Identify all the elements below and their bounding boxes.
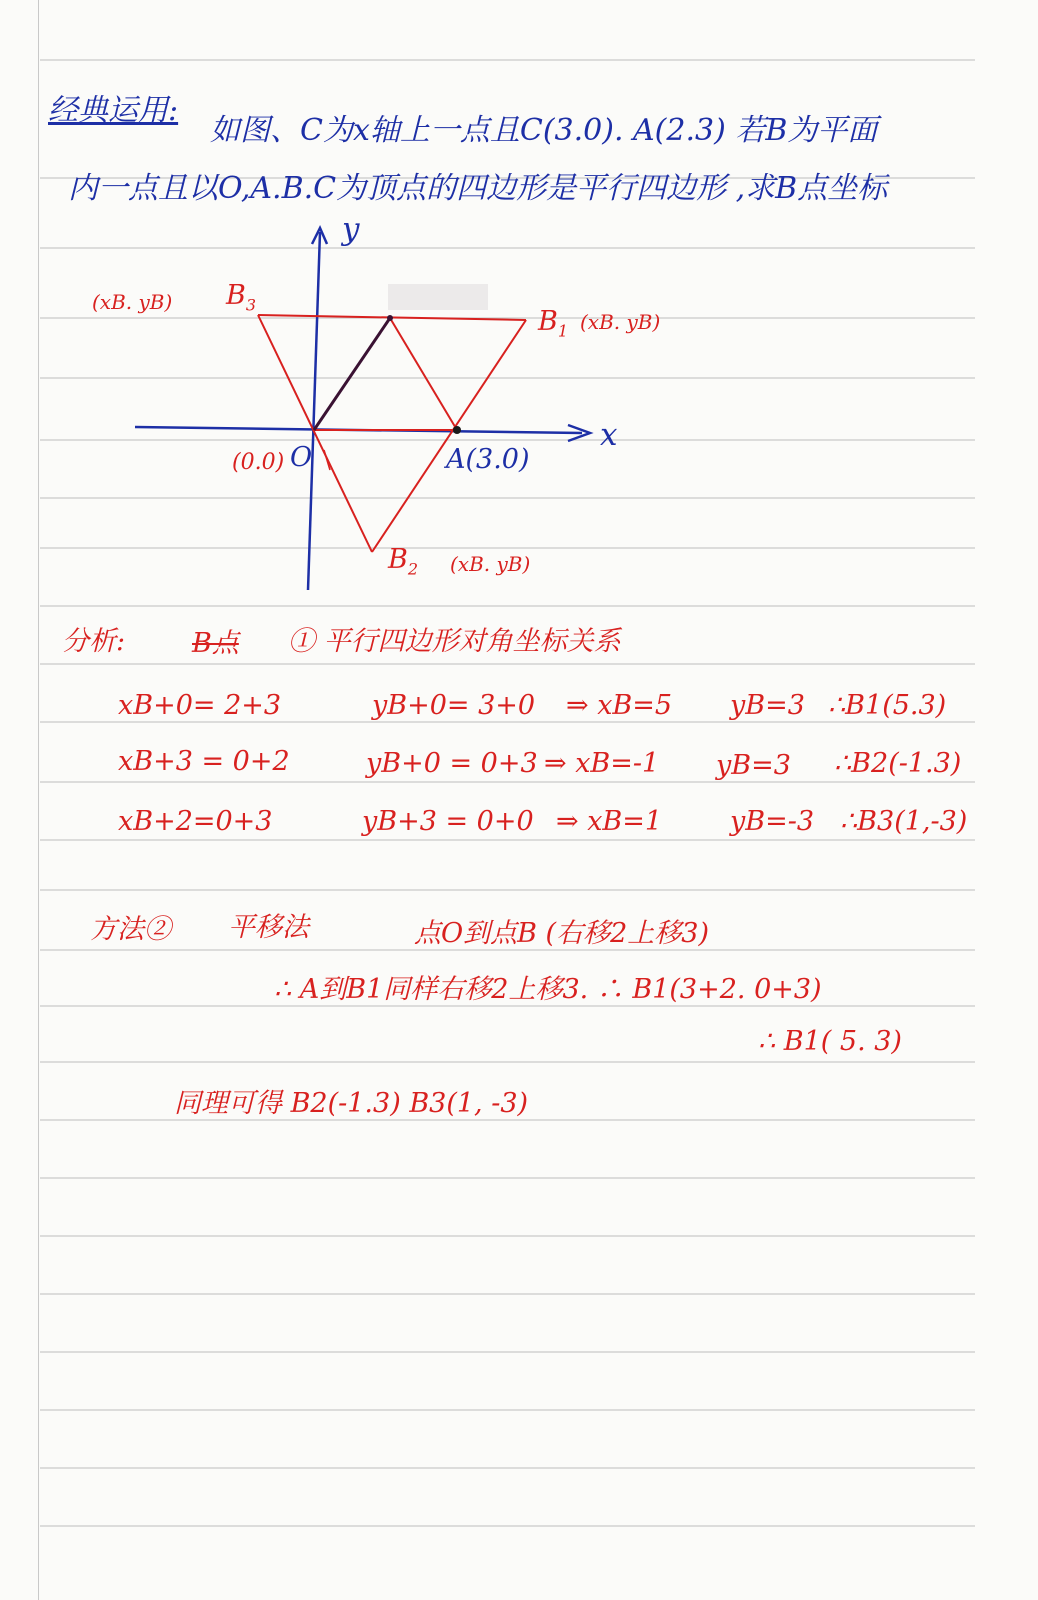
row-2-res-y: yB=3 <box>716 750 791 781</box>
row-3-eq-x: xB+2=0+3 <box>118 806 273 837</box>
question-line-1: 如图、C为x轴上一点且C(3.0). A(2.3) 若B为平面 <box>210 113 878 148</box>
b2-label <box>388 546 418 577</box>
b1-subscript: 1 <box>557 321 569 341</box>
row-1-res-y: yB=3 <box>730 690 805 721</box>
row-2-res-x: ⇒ xB=-1 <box>544 748 660 779</box>
b3-label <box>226 282 256 313</box>
row-2-eq-y: yB+0 = 0+3 <box>366 748 538 779</box>
x-axis-label: x <box>600 417 618 453</box>
row-3-eq-y: yB+3 = 0+0 <box>362 806 534 837</box>
b1-label <box>538 308 568 339</box>
row-1-eq-x: xB+0= 2+3 <box>118 690 282 721</box>
b3-coord: (xB. yB) <box>92 290 173 314</box>
b3-subscript: 3 <box>245 295 257 315</box>
b3-letter: B <box>226 280 246 311</box>
method-2-line-3: ∴ B1( 5. 3) <box>758 1026 902 1057</box>
row-3-conclusion: ∴B3(1,-3) <box>840 806 968 837</box>
row-3-res-y: yB=-3 <box>730 806 815 837</box>
point-c-dot <box>387 315 393 321</box>
point-a-dot <box>453 426 461 434</box>
y-axis-label: y <box>342 211 360 247</box>
method-2-label: 方法② <box>90 914 171 945</box>
b1-coord: (xB. yB) <box>580 310 661 334</box>
method-2-line-2: ∴ A到B1同样右移2上移3. ∴ B1(3+2. 0+3) <box>274 974 822 1005</box>
b2-subscript: 2 <box>407 559 419 579</box>
y-axis <box>308 232 320 590</box>
method-2-line-4: 同理可得 B2(-1.3) B3(1, -3) <box>174 1088 529 1119</box>
question-line-2: 内一点且以O,A.B.C为顶点的四边形是平行四边形 ,求B点坐标 <box>68 171 888 206</box>
method-2-name: 平移法 <box>228 912 309 943</box>
row-1-conclusion: ∴B1(5.3) <box>828 690 947 721</box>
point-a-label: A(3.0) <box>446 444 530 475</box>
method-2-desc: 点O到点B (右移2上移3) <box>414 918 709 949</box>
b2-letter: B <box>388 544 408 575</box>
b2-coord: (xB. yB) <box>450 552 531 576</box>
row-2-eq-x: xB+3 = 0+2 <box>118 746 290 777</box>
analysis-heading: 分析: <box>62 626 126 657</box>
row-3-res-x: ⇒ xB=1 <box>556 806 663 837</box>
row-1-res-x: ⇒ xB=5 <box>566 690 673 721</box>
segment-oc <box>314 318 390 430</box>
row-1-eq-y: yB+0= 3+0 <box>372 690 536 721</box>
blurred-label <box>388 284 488 310</box>
question-heading: 经典运用: <box>48 93 179 128</box>
origin-label: O <box>290 442 313 473</box>
analysis-struck-text: B点 <box>192 628 239 659</box>
origin-tick-mark <box>324 450 330 470</box>
method-1-title: ① 平行四边形对角坐标关系 <box>288 626 621 657</box>
b1-letter: B <box>538 306 558 337</box>
row-2-conclusion: ∴B2(-1.3) <box>834 748 962 779</box>
origin-coord: (0.0) <box>232 450 285 475</box>
